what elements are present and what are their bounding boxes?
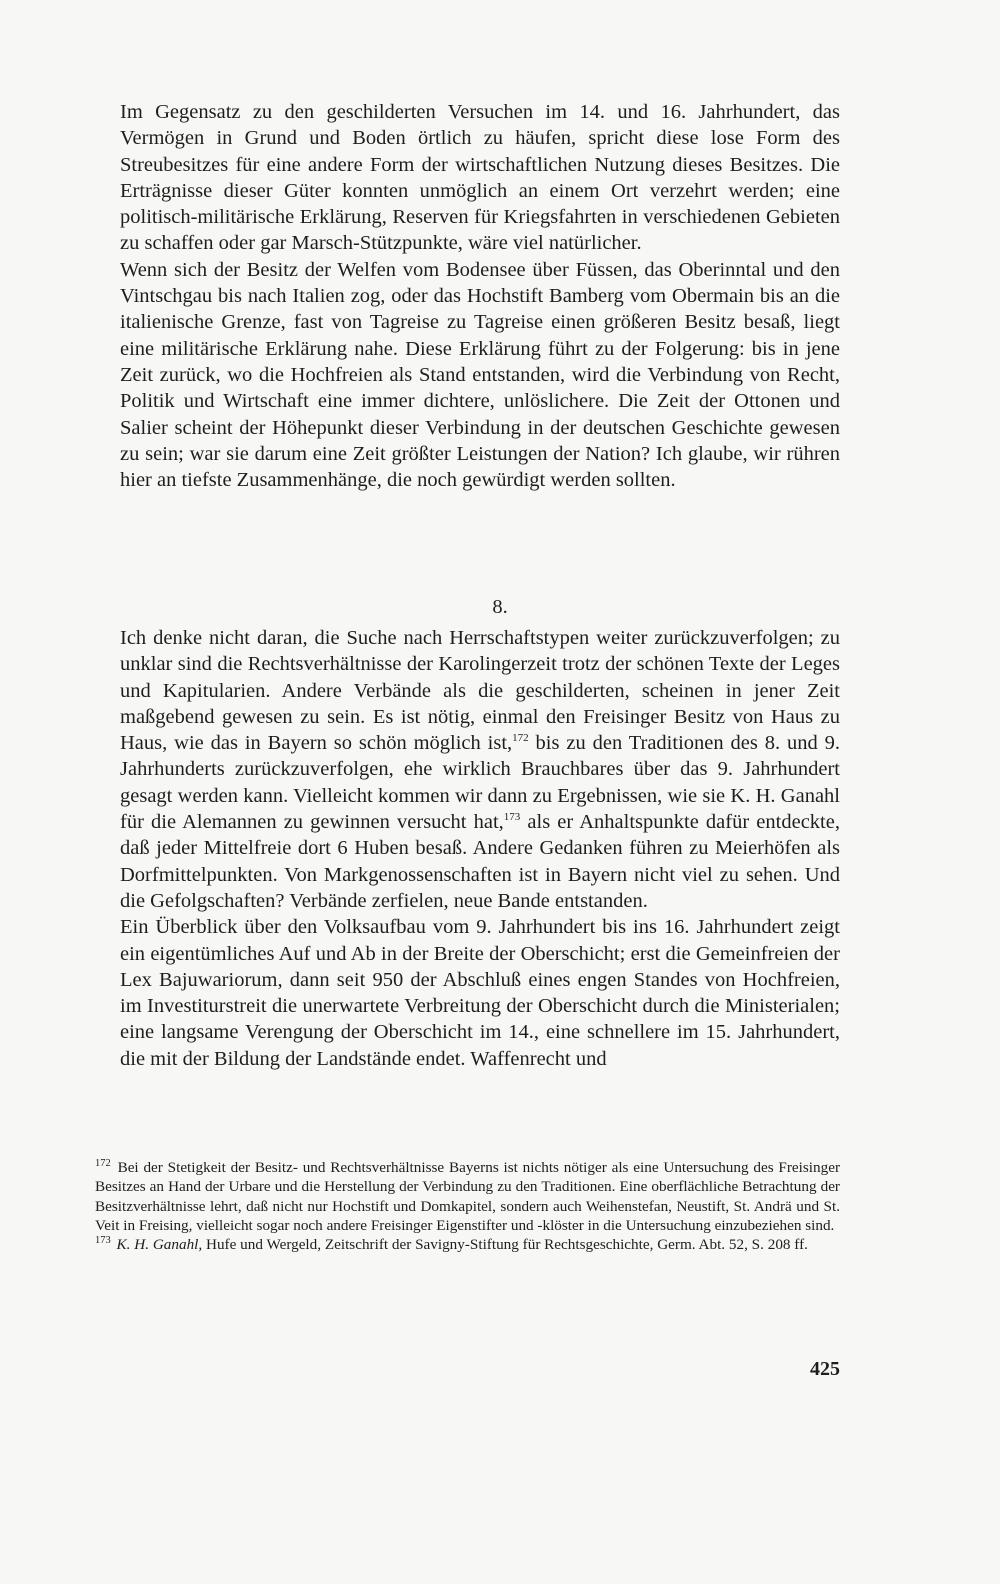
paragraph-3-part-2: bis zu den Traditionen des 8. und 9. Jahrhunderts zurückzuverfolgen, ehe wirklich Brauchbares über das 9. Jahrhundert gesagt werden kann. Vielleicht kommen wir dann zu Ergebnissen, wie sie K. H. Ganahl für die Alemannen zu gewinnen versucht hat,: [120, 732, 840, 834]
footnotes: [95, 1158, 840, 1254]
footnote-173: [95, 1235, 840, 1254]
footnote-author-173: K. H. Ganahl,: [116, 1236, 203, 1254]
paragraph-3-part-3: als er Anhaltspunkte dafür entdeckte, daß jeder Mittelfreie dort 6 Huben besaß. Andere Gedanken führen zu Meierhöfen als Dorfmittelpunkten. Von Markgenossenschaften ist in Bayern nicht viel zu sehen. Und die Gefolgschaften? Verbände zerfielen, neue Bande entstanden.: [120, 811, 840, 912]
paragraph-1: Im Gegensatz zu den geschilderten Versuchen im 14. und 16. Jahrhundert, das Vermögen in Grund und Boden örtlich zu häufen, spricht diese lose Form des Streubesitzes für eine andere Form der wirtschaftlichen Nutzung dieses Besitzes. Die Erträgnisse dieser Güter konnten unmöglich an einem Ort verzehrt werden; eine politisch-militärische Erklärung, Reserven für Kriegsfahrten in verschiedenen Gebieten zu schaffen oder gar Marsch-Stützpunkte, wäre viel natürlicher.: [120, 101, 840, 255]
section-number: 8.: [492, 596, 508, 618]
footnote-number-173: 173: [95, 1235, 111, 1247]
footnote-172: [95, 1158, 840, 1235]
footnote-text-172: Bei der Stetigkeit der Besitz- und Rechtsverhältnisse Bayerns ist nichts nötiger als eine Untersuchung des Freisinger Besitzes an Hand der Urbare und die Herstellung der Verbindung zu den Traditionen. Eine oberflächliche Betrachtung der Besitzverhältnisse lehrt, daß nicht nur Hochstift und Domkapitel, sondern auch Weihenstefan, Neustift, St. Andrä und St. Veit in Freising, vielleicht sogar noch andere Freisinger Eigenstifter und -klöster in die Untersuchung einzubeziehen sind.: [95, 1159, 841, 1234]
paragraph-3: [120, 625, 840, 914]
footnote-ref-173[interactable]: 173: [503, 811, 521, 824]
footnote-text-173: Hufe und Wergeld, Zeitschrift der Savigny-Stiftung für Rechtsgeschichte, Germ. Abt. 52, S. 208 ff.: [202, 1236, 808, 1254]
footnote-ref-172[interactable]: 172: [512, 732, 529, 745]
main-text-block-1: [120, 99, 840, 493]
paragraph-4: Ein Überblick über den Volksaufbau vom 9. Jahrhundert bis ins 16. Jahrhundert zeigt ein eigentümliches Auf und Ab in der Breite der Oberschicht; erst die Gemeinfreien der Lex Bajuwariorum, dann seit 950 der Abschluß eines engen Standes von Hochfreien, im Investiturstreit die unerwartete Verbreitung der Oberschicht durch die Ministerialen; eine langsame Verengung der Oberschicht im 14., eine schnellere im 15. Jahrhundert, die mit der Bildung der Landstände endet. Waffenrecht und: [120, 916, 840, 1070]
paragraph-3-part-1: Ich denke nicht daran, die Suche nach Herrschaftstypen weiter zurückzuverfolgen; zu unklar sind die Rechtsverhältnisse der Karolingerzeit trotz der schönen Texte der Leges und Kapitularien. Andere Verbände als die geschilderten, scheinen in jener Zeit maßgebend gewesen zu sein. Es ist nötig, einmal den Freisinger Besitz von Haus zu Haus, wie das in Bayern so schön möglich ist,: [120, 627, 840, 755]
footnote-number-172: 172: [95, 1158, 111, 1169]
paragraph-2: Wenn sich der Besitz der Welfen vom Bodensee über Füssen, das Oberinntal und den Vintschgau bis nach Italien zog, oder das Hochstift Bamberg vom Obermain bis an die italienische Grenze, fast von Tagreise zu Tagreise einen größeren Besitz besaß, liegt eine militärische Erklärung nahe. Diese Erklärung führt zu der Folgerung: bis in jene Zeit zurück, wo die Hochfreien als Stand entstanden, wird die Verbindung von Recht, Politik und Wirtschaft eine immer dichtere, unlöslichere. Die Zeit der Ottonen und Salier scheint der Höhepunkt dieser Verbindung in der deutschen Geschichte gewesen zu sein; war sie darum eine Zeit größter Leistungen der Nation? Ich glaube, wir rühren hier an tiefste Zusammenhänge, die noch gewürdigt werden sollten.: [120, 258, 840, 492]
main-text-block-2: [120, 625, 840, 1072]
page-number: 425: [810, 1358, 840, 1380]
